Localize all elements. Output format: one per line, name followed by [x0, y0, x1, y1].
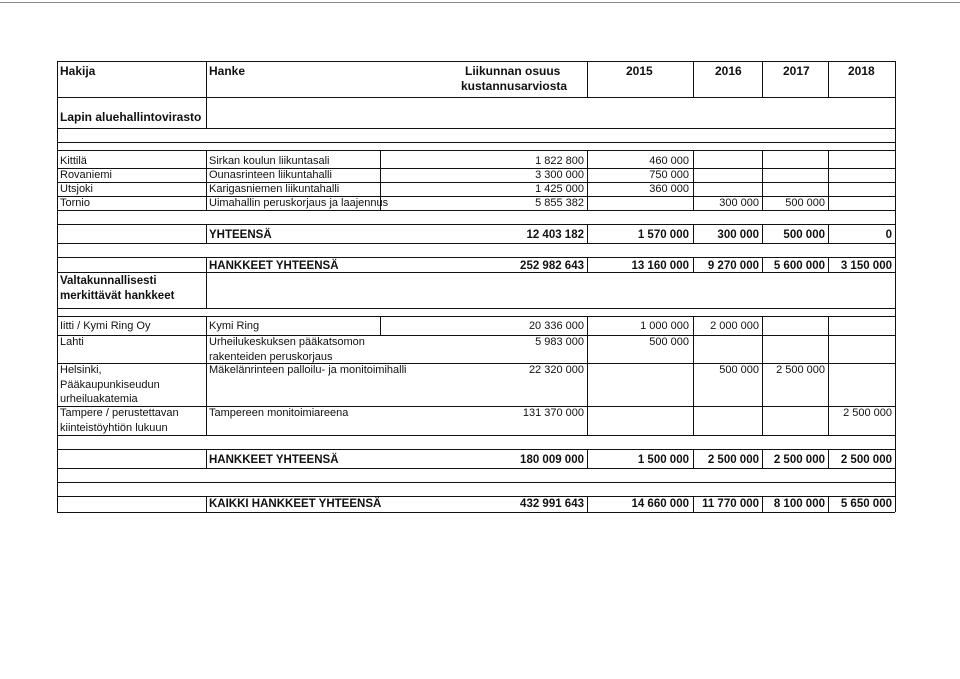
grid-line	[206, 150, 207, 210]
grid-line	[57, 496, 895, 497]
row-2016-value: 300 000	[719, 197, 759, 209]
table-top-border	[57, 61, 895, 62]
grid-line	[587, 449, 588, 468]
row-hanke: rakenteiden peruskorjaus	[209, 350, 333, 363]
header-hanke: Hanke	[209, 64, 246, 78]
grid-line	[206, 449, 207, 468]
grid-line	[693, 316, 694, 435]
row-osuus-value: 20 336 000	[528, 320, 584, 332]
table-right-border	[895, 61, 896, 512]
row-hakija: kiinteistöyhtiön lukuun	[60, 421, 168, 434]
header-year-2016: 2016	[715, 64, 742, 78]
yhteensa-label: YHTEENSÄ	[209, 229, 272, 241]
grid-line	[762, 224, 763, 243]
row-hanke: Mäkelänrinteen palloilu- ja monitoimihalli	[209, 364, 407, 376]
header-osuus-line2: kustannusarviosta	[461, 79, 568, 93]
grid-line	[206, 496, 207, 512]
hankkeet-yhteensa-2015-value: 13 160 000	[631, 260, 689, 272]
hankkeet-yhteensa-2018-value: 3 150 000	[840, 260, 892, 272]
grid-line	[57, 363, 895, 364]
grid-line	[587, 224, 588, 243]
grid-line	[587, 150, 588, 210]
grid-line	[380, 150, 381, 210]
kaikki-yhteensa-2018-value: 5 650 000	[840, 498, 892, 510]
row-hanke: Ounasrinteen liikuntahalli	[209, 169, 332, 181]
header-year-2015: 2015	[626, 64, 653, 78]
row-hanke: Tampereen monitoimiareena	[209, 407, 349, 419]
kaikki-hankkeet-yhteensa-label: KAIKKI HANKKEET YHTEENSÄ	[209, 498, 382, 510]
row-hanke: Sirkan koulun liikuntasali	[209, 155, 330, 167]
hankkeet-yhteensa-2017-value: 2 500 000	[773, 454, 825, 466]
grid-line	[206, 257, 207, 308]
row-2015-value: 360 000	[649, 183, 689, 195]
header-bottom-line	[57, 97, 895, 98]
grid-line	[57, 142, 895, 143]
grid-line	[762, 449, 763, 468]
kaikki-yhteensa-2017-value: 8 100 000	[773, 498, 825, 510]
grid-line	[57, 210, 895, 211]
grid-line	[206, 97, 207, 128]
grid-line	[57, 406, 895, 407]
section-title-lapin-avi: Lapin aluehallintovirasto	[60, 110, 202, 124]
row-hakija: Kittilä	[60, 155, 87, 167]
grid-line	[762, 257, 763, 272]
grid-line	[828, 224, 829, 243]
grid-line	[587, 496, 588, 512]
grid-line	[206, 224, 207, 243]
yhteensa-2016-value: 300 000	[717, 229, 759, 241]
row-osuus-value: 3 300 000	[535, 169, 584, 181]
grid-line	[57, 128, 895, 129]
grid-line	[587, 61, 588, 97]
row-hakija: Helsinki,	[60, 364, 102, 376]
hankkeet-yhteensa-2017-value: 5 600 000	[773, 260, 825, 272]
row-osuus-value: 5 983 000	[535, 336, 584, 348]
grid-line	[693, 449, 694, 468]
row-osuus-value: 5 855 382	[535, 197, 584, 209]
row-hanke: Urheilukeskuksen pääkatsomon	[209, 336, 365, 348]
grid-line	[206, 61, 207, 97]
yhteensa-2018-value: 0	[885, 229, 892, 241]
grid-line	[693, 496, 694, 512]
row-2015-value: 500 000	[649, 336, 689, 348]
header-year-2018: 2018	[848, 64, 875, 78]
row-2015-value: 750 000	[649, 169, 689, 181]
row-2017-value: 2 500 000	[776, 364, 825, 376]
grid-line	[57, 482, 895, 483]
grid-line	[828, 150, 829, 210]
grid-line	[57, 168, 895, 169]
grid-line	[57, 272, 895, 273]
row-hanke: Uimahallin peruskorjaus ja laajennus	[209, 197, 389, 209]
grid-line	[206, 316, 207, 435]
header-hakija: Hakija	[60, 64, 96, 78]
row-hakija: Lahti	[60, 336, 84, 348]
grid-line	[57, 468, 895, 469]
grid-line	[762, 61, 763, 97]
row-hakija: urheiluakatemia	[60, 393, 138, 405]
hankkeet-yhteensa-osuus-value: 252 982 643	[520, 260, 584, 272]
page-top-rule	[0, 2, 960, 3]
grid-line	[57, 224, 895, 225]
grid-line	[57, 335, 895, 336]
row-osuus-value: 22 320 000	[528, 364, 584, 376]
grid-line	[828, 316, 829, 435]
grid-line	[57, 435, 895, 436]
row-2017-value: 500 000	[785, 197, 825, 209]
grid-line	[587, 316, 588, 435]
grid-line	[762, 150, 763, 210]
row-2018-value: 2 500 000	[843, 407, 892, 419]
grid-line	[57, 196, 895, 197]
row-osuus-value: 1 425 000	[535, 183, 584, 195]
header-year-2017: 2017	[783, 64, 810, 78]
row-hakija: Utsjoki	[60, 183, 94, 195]
grid-line	[57, 449, 895, 450]
table-bottom-border	[57, 512, 895, 513]
row-hakija: Tornio	[60, 197, 90, 209]
header-osuus-line1: Liikunnan osuus	[465, 64, 561, 78]
row-hakija: Tampere / perustettavan	[60, 407, 179, 419]
grid-line	[57, 316, 895, 317]
grid-line	[380, 316, 381, 335]
grid-line	[828, 257, 829, 272]
grid-line	[587, 257, 588, 272]
hankkeet-yhteensa-osuus-value: 180 009 000	[520, 454, 584, 466]
grid-line	[57, 182, 895, 183]
grid-line	[693, 150, 694, 210]
row-hanke: Karigasniemen liikuntahalli	[209, 183, 340, 195]
hankkeet-yhteensa-2016-value: 9 270 000	[707, 260, 759, 272]
hankkeet-yhteensa-2016-value: 2 500 000	[707, 454, 759, 466]
grid-line	[57, 257, 895, 258]
hankkeet-yhteensa-2018-value: 2 500 000	[840, 454, 892, 466]
grid-line	[57, 243, 895, 244]
section-title-valtakunnallisesti: Valtakunnallisesti	[60, 275, 157, 287]
kaikki-yhteensa-2016-value: 11 770 000	[702, 498, 759, 510]
yhteensa-osuus-value: 12 403 182	[526, 229, 584, 241]
hankkeet-yhteensa-label: HANKKEET YHTEENSÄ	[209, 260, 339, 272]
row-2015-value: 1 000 000	[640, 320, 689, 332]
row-osuus-value: 131 370 000	[522, 407, 584, 419]
row-2016-value: 2 000 000	[710, 320, 759, 332]
hankkeet-yhteensa-label: HANKKEET YHTEENSÄ	[209, 454, 339, 466]
yhteensa-2017-value: 500 000	[783, 229, 825, 241]
row-hakija: Pääkaupunkiseudun	[60, 378, 160, 391]
grid-line	[828, 61, 829, 97]
row-hakija: Rovaniemi	[60, 169, 112, 181]
grid-line	[895, 150, 896, 210]
kaikki-yhteensa-osuus-value: 432 991 643	[520, 498, 584, 510]
grid-line	[762, 496, 763, 512]
grid-line	[828, 496, 829, 512]
grid-line	[57, 308, 895, 309]
row-osuus-value: 1 822 800	[535, 155, 584, 167]
row-2015-value: 460 000	[649, 155, 689, 167]
grid-line	[762, 316, 763, 435]
row-hakija: Iitti / Kymi Ring Oy	[60, 320, 151, 332]
row-hanke: Kymi Ring	[209, 320, 260, 332]
grid-line	[693, 224, 694, 243]
kaikki-yhteensa-2015-value: 14 660 000	[631, 498, 689, 510]
grid-line	[693, 61, 694, 97]
grid-line	[828, 449, 829, 468]
grid-line	[57, 150, 895, 151]
row-2016-value: 500 000	[719, 364, 759, 376]
section-title-merkittavat: merkittävät hankkeet	[60, 290, 175, 302]
yhteensa-2015-value: 1 570 000	[637, 229, 689, 241]
hankkeet-yhteensa-2015-value: 1 500 000	[637, 454, 689, 466]
grid-line	[693, 257, 694, 272]
